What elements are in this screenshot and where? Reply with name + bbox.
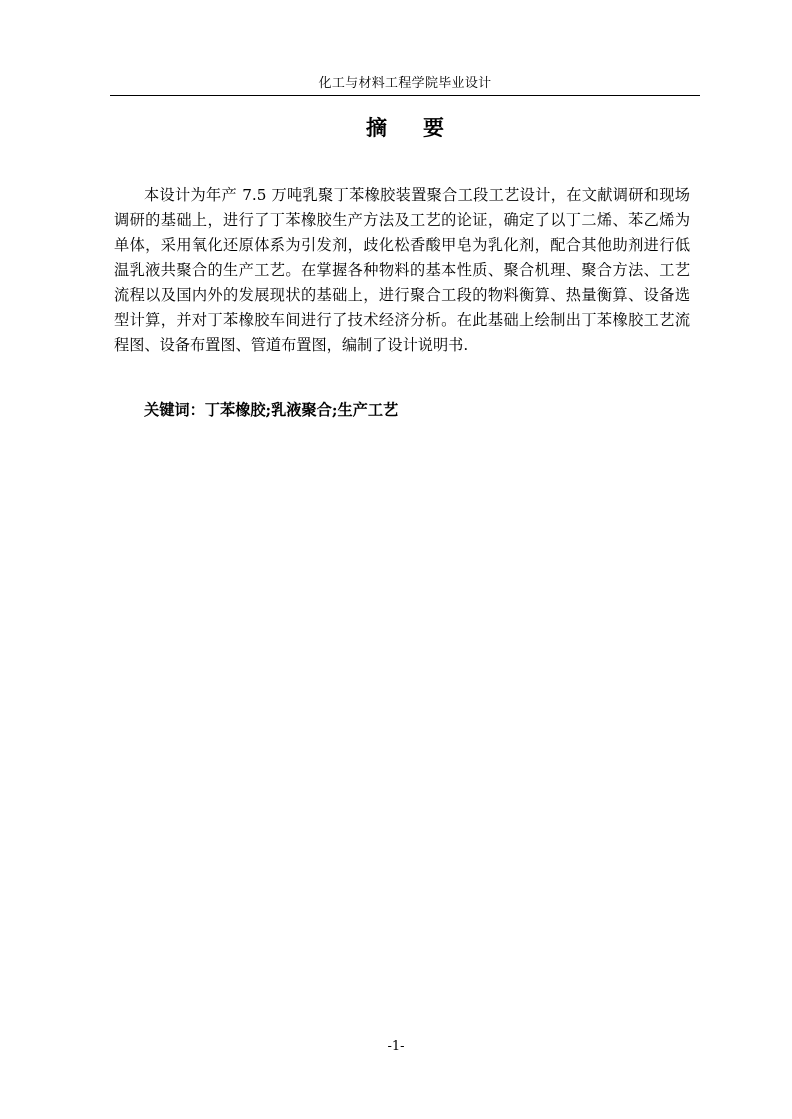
keywords-value: 丁苯橡胶;乳液聚合;生产工艺: [204, 401, 399, 419]
running-header: 化工与材料工程学院毕业设计: [318, 76, 492, 91]
page-title: 摘要: [366, 115, 480, 140]
keywords-label: 关键词：: [144, 401, 205, 419]
header-rule: [110, 95, 700, 96]
page-number: -1-: [387, 1039, 405, 1054]
keywords-line: [144, 398, 398, 423]
abstract-paragraph: 本设计为年产 7.5 万吨乳聚丁苯橡胶装置聚合工段工艺设计，在文献调研和现场调研的基础上，进行了丁苯橡胶生产方法及工艺的论证，确定了以丁二烯、苯乙烯为单体，采用氧化还原体系为引发剂，歧化松香酸甲皂为乳化剂，配合其他助剂进行低温乳液共聚合的生产工艺。在掌握各种物料的基本性质、聚合机理、聚合方法、工艺流程以及国内外的发展现状的基础上，进行聚合工段的物料衡算、热量衡算、设备选型计算，并对丁苯橡胶车间进行了技术经济分析。在此基础上绘制出丁苯橡胶工艺流程图、设备布置图、管道布置图，编制了设计说明书.: [114, 186, 690, 354]
